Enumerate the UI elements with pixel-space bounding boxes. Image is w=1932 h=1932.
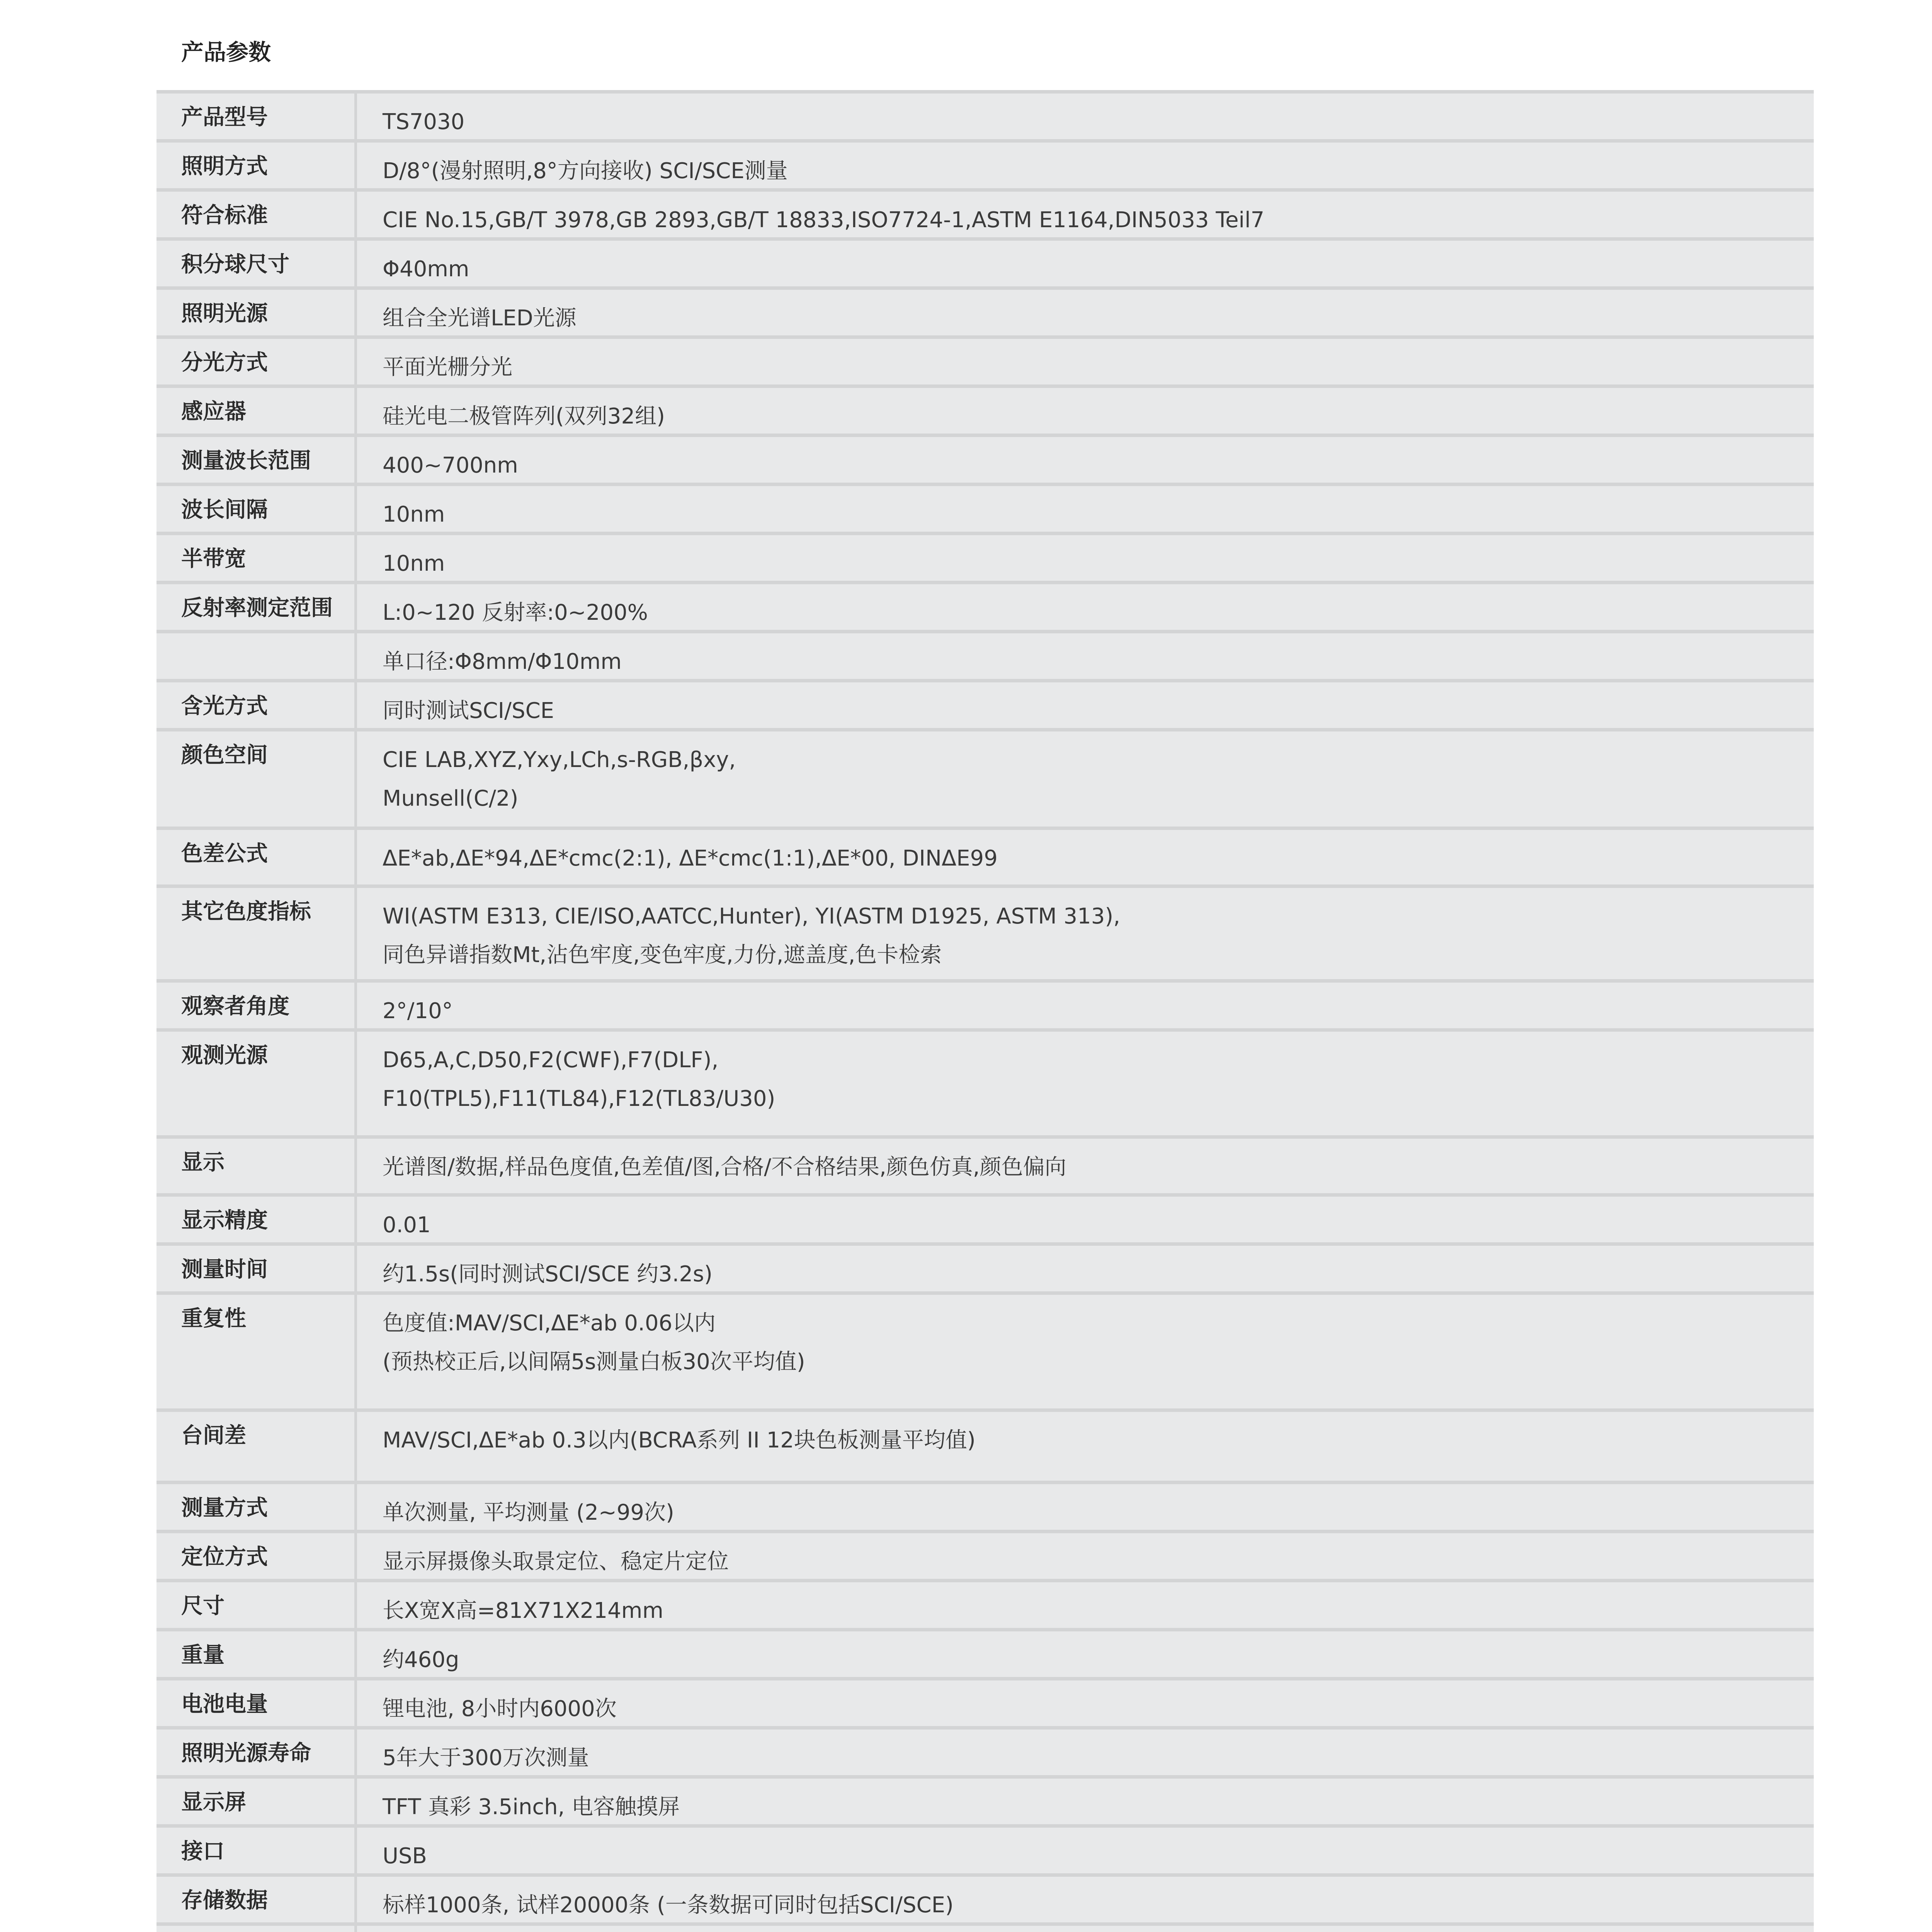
column-divider (354, 1197, 357, 1242)
spec-value-line: CIE No.15,GB/T 3978,GB 2893,GB/T 18833,ISO7724-1,ASTM E1164,DIN5033 Teil7 (383, 207, 1265, 233)
spec-value (383, 397, 1798, 436)
spec-value (383, 201, 1798, 240)
spec-row (156, 1631, 1814, 1680)
spec-value (383, 1690, 1798, 1728)
column-divider (354, 1484, 357, 1530)
spec-row (156, 633, 1814, 682)
column-divider (354, 1139, 357, 1193)
spec-value (383, 250, 1798, 289)
spec-label: 分光方式 (181, 350, 268, 375)
spec-value-line: USB (383, 1844, 427, 1869)
spec-value (383, 495, 1798, 534)
spec-value-line: 2°/10° (383, 998, 453, 1024)
spec-row (156, 486, 1814, 535)
spec-value-line: 锂电池, 8小时内6000次 (383, 1696, 617, 1721)
spec-table (156, 90, 1814, 1932)
spec-row (156, 94, 1814, 143)
spec-value-line: 单次测量, 平均测量 (2~99次) (383, 1500, 674, 1525)
spec-value (383, 1148, 1798, 1187)
spec-value (383, 103, 1798, 141)
spec-row (156, 339, 1814, 388)
spec-label: 显示 (181, 1150, 224, 1175)
page-title: 产品参数 (181, 39, 271, 65)
spec-value (383, 1421, 1798, 1460)
spec-row (156, 1139, 1814, 1197)
column-divider (354, 486, 357, 532)
column-divider (354, 388, 357, 434)
spec-value (383, 1206, 1798, 1245)
spec-value (383, 1837, 1798, 1876)
spec-value (383, 692, 1798, 730)
spec-row (156, 1730, 1814, 1779)
column-divider (354, 1779, 357, 1824)
spec-label: 接口 (181, 1839, 224, 1864)
column-divider (354, 584, 357, 630)
column-divider (354, 983, 357, 1028)
spec-value-line: Φ40mm (383, 257, 469, 282)
spec-value-line: MAV/SCI,ΔE*ab 0.3以内(BCRA系列 II 12块色板测量平均值) (383, 1428, 976, 1453)
spec-value (383, 1041, 1798, 1118)
spec-value-line: 5年大于300万次测量 (383, 1745, 589, 1770)
spec-value-line: 10nm (383, 502, 445, 527)
spec-row (156, 535, 1814, 584)
spec-value (383, 544, 1798, 583)
spec-value (383, 1493, 1798, 1532)
spec-row (156, 682, 1814, 731)
spec-row (156, 1680, 1814, 1730)
spec-value (383, 1592, 1798, 1630)
spec-label: 颜色空间 (181, 743, 268, 768)
column-divider (354, 1631, 357, 1677)
spec-row (156, 1582, 1814, 1631)
spec-value-line: 10nm (383, 551, 445, 576)
spec-value-line: 0.01 (383, 1213, 431, 1238)
spec-row (156, 143, 1814, 192)
spec-value (383, 839, 1798, 878)
spec-value-line: 长X宽X高=81X71X214mm (383, 1598, 663, 1623)
spec-row (156, 1412, 1814, 1484)
spec-row (156, 830, 1814, 888)
column-divider (354, 535, 357, 581)
spec-value (383, 299, 1798, 338)
spec-label: 其它色度指标 (181, 899, 311, 924)
column-divider (354, 633, 357, 679)
spec-row (156, 241, 1814, 290)
spec-label: 感应器 (181, 399, 246, 424)
column-divider (354, 241, 357, 286)
spec-label: 存储数据 (181, 1888, 268, 1913)
column-divider (354, 1032, 357, 1135)
spec-label: 反射率测定范围 (181, 595, 333, 621)
spec-row (156, 1295, 1814, 1412)
column-divider (354, 1533, 357, 1579)
spec-row (156, 192, 1814, 241)
spec-value-line: 约1.5s(同时测试SCI/SCE 约3.2s) (383, 1262, 713, 1287)
spec-row (156, 388, 1814, 437)
spec-value-line: 光谱图/数据,样品色度值,色差值/图,合格/不合格结果,颜色仿真,颜色偏向 (383, 1155, 1066, 1180)
column-divider (354, 1926, 357, 1932)
spec-label: 符合标准 (181, 203, 268, 228)
spec-value (383, 446, 1798, 485)
spec-value-line: 组合全光谱LED光源 (383, 306, 577, 331)
spec-value-line: 约460g (383, 1647, 459, 1672)
spec-value-line: 同色异谱指数Mt,沾色牢度,变色牢度,力份,遮盖度,色卡检索 (383, 942, 942, 968)
spec-label: 含光方式 (181, 694, 268, 719)
spec-label: 尺寸 (181, 1594, 224, 1619)
column-divider (354, 1680, 357, 1726)
spec-value-line: D/8°(漫射照明,8°方向接收) SCI/SCE测量 (383, 158, 788, 184)
spec-value-line: L:0~120 反射率:0~200% (383, 600, 648, 625)
spec-value-line: TFT 真彩 3.5inch, 电容触摸屏 (383, 1794, 680, 1820)
column-divider (354, 1295, 357, 1408)
spec-row (156, 888, 1814, 983)
spec-row (156, 584, 1814, 633)
spec-label: 定位方式 (181, 1544, 268, 1570)
spec-value (383, 741, 1798, 818)
spec-label: 台间差 (181, 1423, 246, 1448)
column-divider (354, 1582, 357, 1628)
column-divider (354, 437, 357, 483)
spec-value-line: 显示屏摄像头取景定位、稳定片定位 (383, 1549, 729, 1574)
spec-label: 显示屏 (181, 1790, 246, 1815)
column-divider (354, 1828, 357, 1873)
spec-value (383, 594, 1798, 632)
spec-value (383, 1543, 1798, 1581)
column-divider (354, 1877, 357, 1922)
spec-row (156, 1484, 1814, 1533)
spec-label: 照明光源寿命 (181, 1741, 311, 1766)
spec-label: 照明方式 (181, 154, 268, 179)
column-divider (354, 731, 357, 827)
spec-value-line: 平面光栅分光 (383, 355, 512, 380)
column-divider (354, 1246, 357, 1291)
spec-value-line: 硅光电二极管阵列(双列32组) (383, 404, 665, 429)
spec-label: 测量波长范围 (181, 448, 311, 473)
spec-row (156, 1828, 1814, 1877)
column-divider (354, 290, 357, 335)
spec-label: 观测光源 (181, 1043, 268, 1068)
spec-label: 波长间隔 (181, 497, 268, 522)
column-divider (354, 339, 357, 384)
spec-value (383, 1255, 1798, 1294)
spec-row (156, 983, 1814, 1032)
spec-value (383, 348, 1798, 387)
spec-value-line: F10(TPL5),F11(TL84),F12(TL83/U30) (383, 1086, 776, 1111)
column-divider (354, 1730, 357, 1775)
spec-label: 显示精度 (181, 1208, 268, 1233)
spec-label: 色差公式 (181, 841, 268, 866)
spec-value (383, 1641, 1798, 1679)
spec-value (383, 643, 1798, 681)
spec-value (383, 1304, 1798, 1381)
spec-value (383, 897, 1798, 975)
spec-value-line: (预热校正后,以间隔5s测量白板30次平均值) (383, 1349, 805, 1374)
column-divider (354, 94, 357, 139)
spec-value (383, 1739, 1798, 1777)
spec-label: 重量 (181, 1643, 224, 1668)
spec-label: 测量时间 (181, 1257, 268, 1282)
column-divider (354, 143, 357, 188)
column-divider (354, 830, 357, 884)
spec-label: 积分球尺寸 (181, 252, 289, 277)
spec-label: 照明光源 (181, 301, 268, 326)
column-divider (354, 1412, 357, 1481)
spec-value-line: CIE LAB,XYZ,Yxy,LCh,s-RGB,βxy, (383, 747, 736, 772)
spec-row (156, 437, 1814, 486)
spec-label: 半带宽 (181, 546, 246, 571)
spec-row (156, 1779, 1814, 1828)
spec-row (156, 1926, 1814, 1932)
spec-value-line: Munsell(C/2) (383, 786, 519, 811)
spec-row (156, 1197, 1814, 1246)
spec-row (156, 1246, 1814, 1295)
spec-value-line: 单口径:Φ8mm/Φ10mm (383, 649, 622, 674)
spec-value (383, 992, 1798, 1031)
spec-value-line: 400~700nm (383, 453, 518, 478)
spec-value-line: WI(ASTM E313, CIE/ISO,AATCC,Hunter), YI(ASTM D1925, ASTM 313), (383, 904, 1121, 929)
spec-label: 产品型号 (181, 105, 268, 130)
spec-value-line: D65,A,C,D50,F2(CWF),F7(DLF), (383, 1048, 719, 1073)
column-divider (354, 888, 357, 979)
spec-label: 电池电量 (181, 1692, 268, 1717)
spec-value-line: 标样1000条, 试样20000条 (一条数据可同时包括SCI/SCE) (383, 1893, 954, 1918)
spec-row (156, 1032, 1814, 1139)
spec-value (383, 1788, 1798, 1827)
spec-row (156, 1877, 1814, 1926)
spec-label: 重复性 (181, 1306, 246, 1331)
spec-label: 观察者角度 (181, 994, 289, 1019)
spec-value-line: 同时测试SCI/SCE (383, 698, 554, 723)
spec-value (383, 1886, 1798, 1925)
spec-label: 测量方式 (181, 1495, 268, 1520)
spec-value (383, 152, 1798, 190)
spec-row (156, 1533, 1814, 1582)
column-divider (354, 192, 357, 237)
column-divider (354, 682, 357, 728)
spec-row (156, 731, 1814, 830)
spec-row (156, 290, 1814, 339)
spec-value-line: TS7030 (383, 109, 465, 134)
spec-value-line: 色度值:MAV/SCI,ΔE*ab 0.06以内 (383, 1311, 716, 1336)
spec-value-line: ΔE*ab,ΔE*94,ΔE*cmc(2:1), ΔE*cmc(1:1),ΔE*00, DINΔE99 (383, 846, 998, 871)
